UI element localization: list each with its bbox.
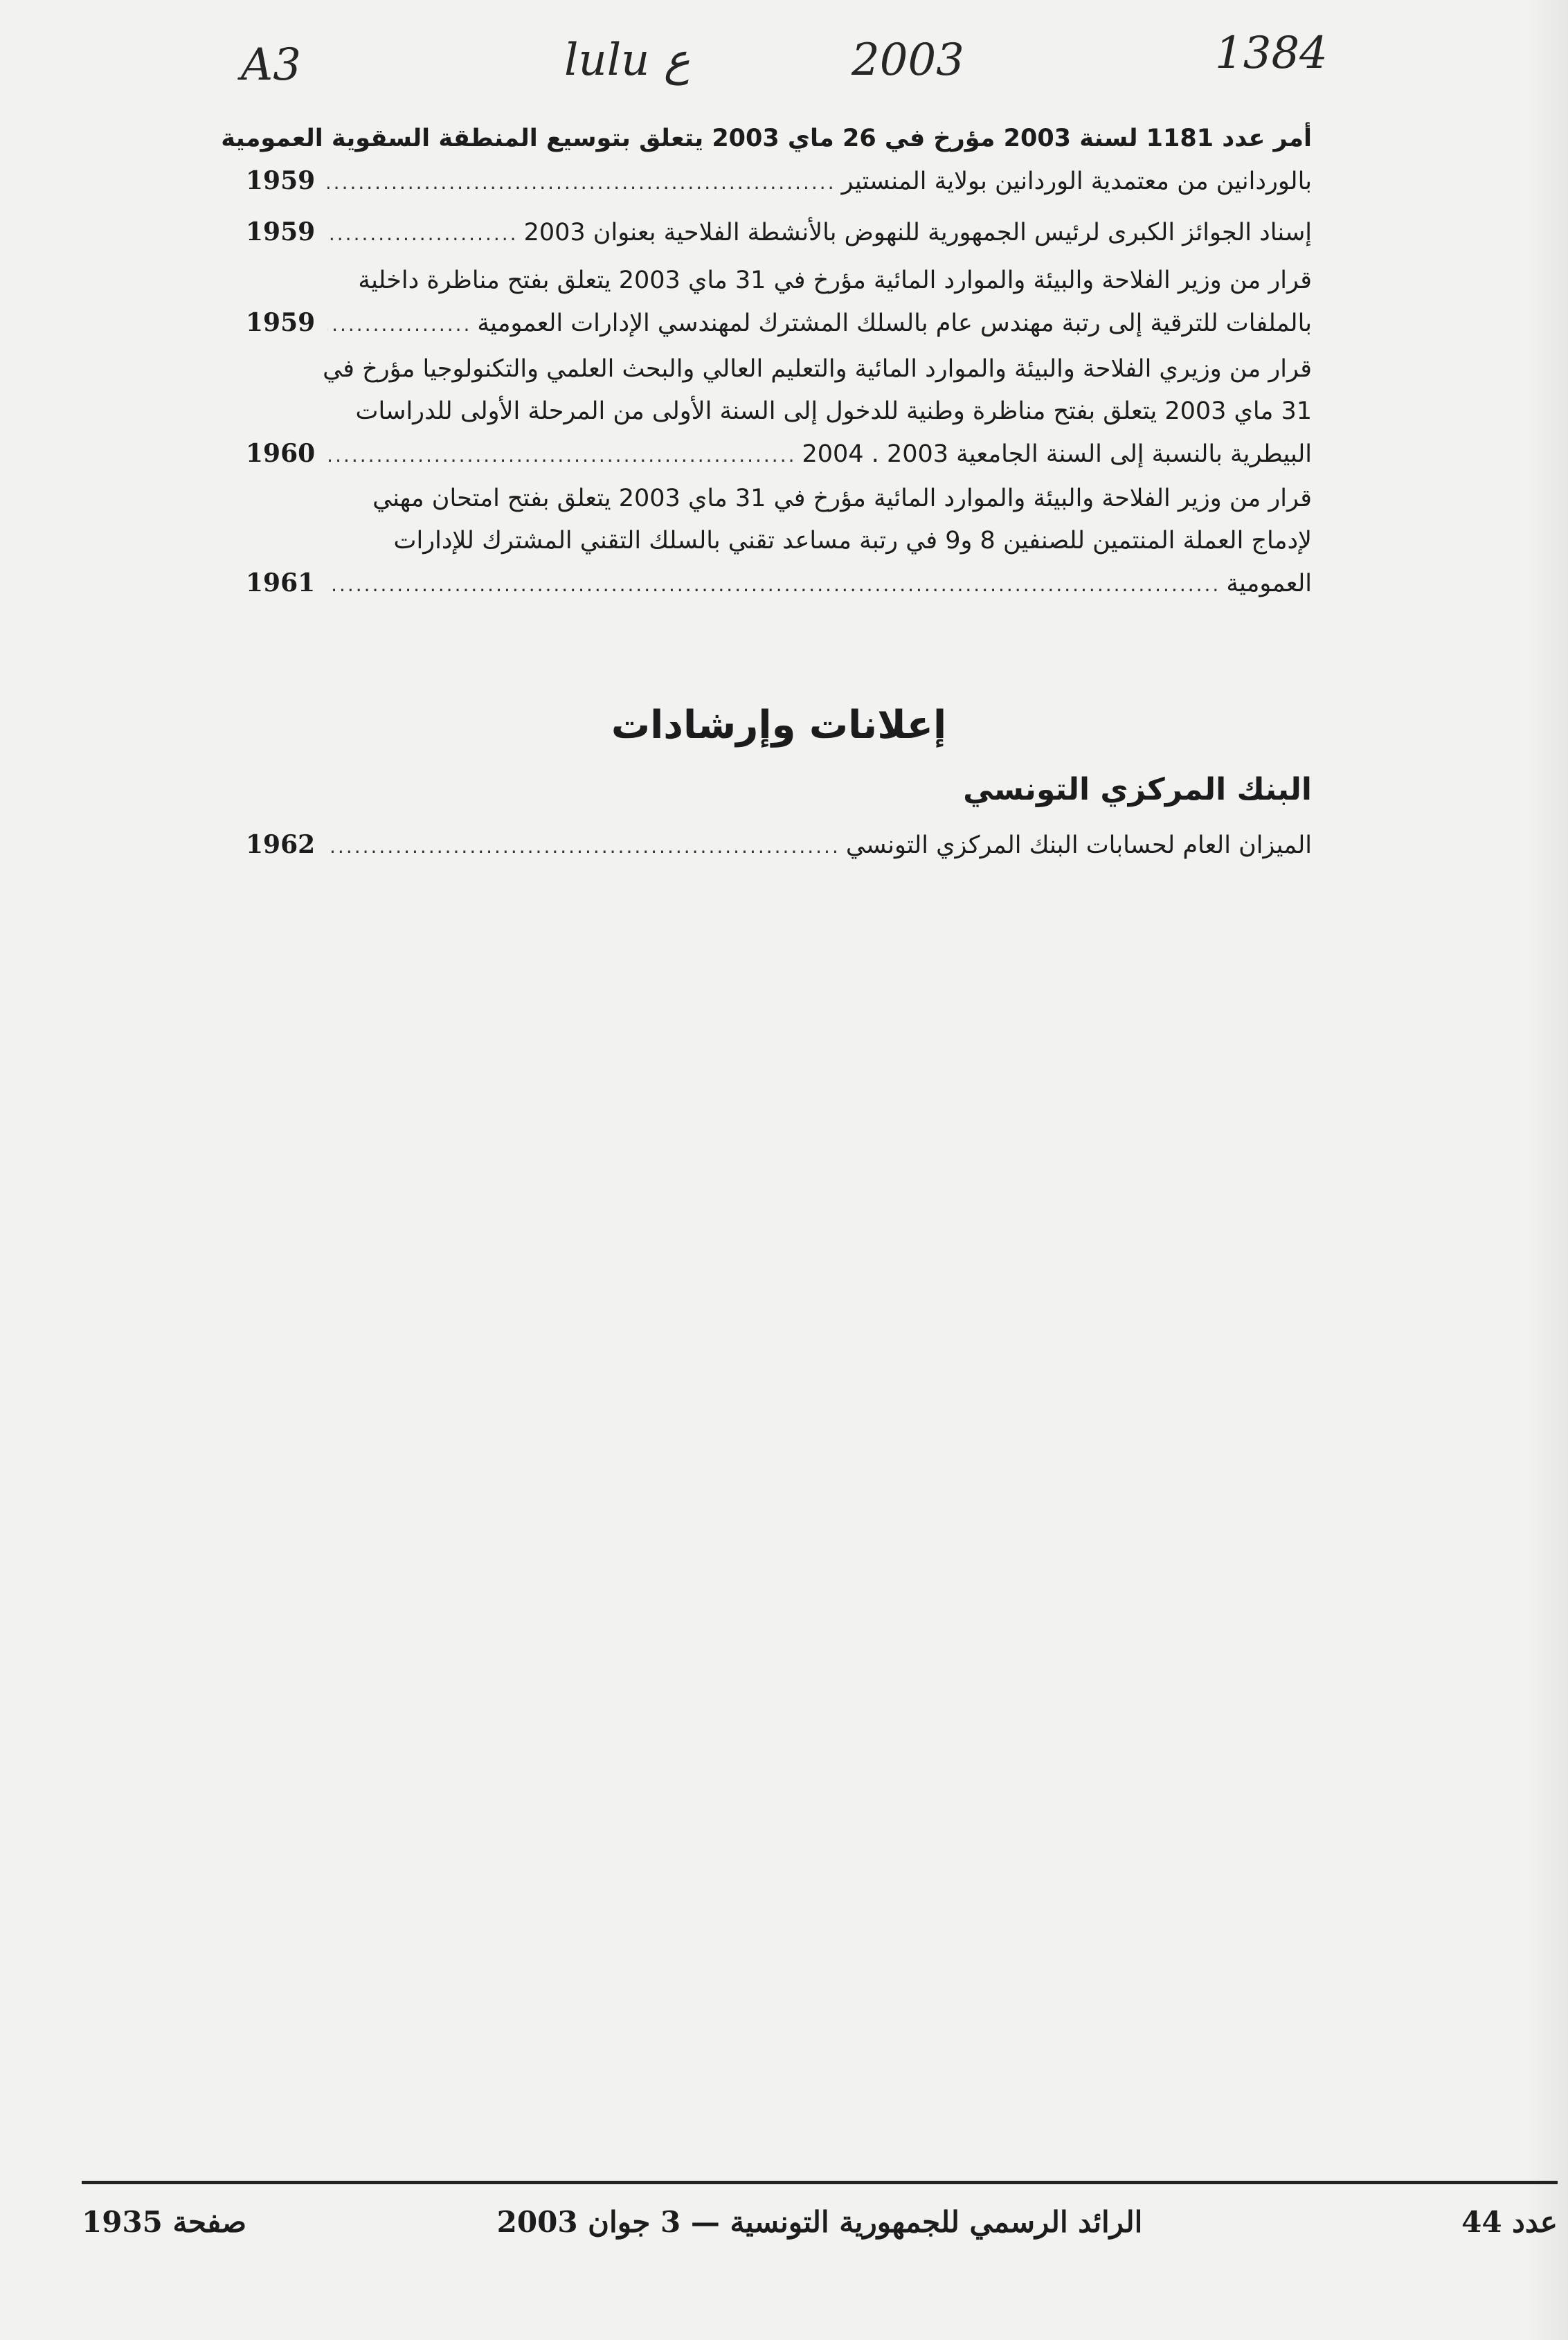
page-number: 1962 (246, 830, 316, 859)
toc-entry-text: قرار من وزيري الفلاحة والبيئة والموارد المائية والتعليم العالي والبحث العلمي والتكنولوجيا مؤرخ في (323, 355, 1312, 383)
footer-journal-title: الرائد الرسمي للجمهورية التونسية — 3 جوان 2003 (496, 2205, 1143, 2239)
page-edge-shadow (1526, 0, 1568, 2340)
leader-dots (327, 434, 797, 476)
toc-entry-text: بالملفات للترقية إلى رتبة مهندس عام بالسلك المشترك لمهندسي الإدارات العمومية (477, 309, 1312, 337)
toc-entry-text: أمر عدد 1181 لسنة 2003 مؤرخ في 26 ماي 2003 يتعلق بتوسيع المنطقة السقوية العمومية (221, 125, 1312, 152)
toc-entry-line (246, 160, 1312, 204)
handwritten-note-right: 1384 (1215, 28, 1328, 79)
page-footer (82, 2205, 1558, 2247)
toc-entry-text: الميزان العام لحسابات البنك المركزي التونسي (845, 831, 1312, 859)
toc-entry-text: 31 ماي 2003 يتعلق بفتح مناظرة وطنية للدخول إلى السنة الأولى من المرحلة الأولى للدراسات (355, 397, 1312, 425)
toc-entry-text: البيطرية بالنسبة إلى السنة الجامعية 2003 . 2004 (802, 440, 1312, 468)
leader-dots (327, 213, 519, 255)
toc-entry-line (246, 520, 1312, 562)
page-number: 1961 (246, 568, 316, 597)
toc-entry[interactable] (246, 260, 1312, 345)
toc-entry-line (246, 562, 1312, 606)
toc-entry[interactable] (221, 118, 1312, 204)
handwritten-note-left: A3 (241, 39, 301, 91)
toc-entry-text: بالوردانين من معتمدية الوردانين بولاية المنستير (841, 168, 1312, 195)
footer-page-number: صفحة 1935 (82, 2205, 247, 2239)
toc-entry-line (246, 260, 1312, 302)
toc-entry-line (246, 824, 1312, 867)
section-title: إعلانات وإرشادات (611, 703, 947, 748)
page-number: 1960 (246, 439, 316, 468)
leader-dots (327, 825, 840, 867)
toc-entry-line (246, 302, 1312, 345)
toc-entry-text: العمومية (1226, 570, 1312, 597)
handwritten-note-center-right: 2003 (851, 35, 964, 86)
page-number: 1959 (246, 217, 316, 246)
leader-dots (327, 564, 1220, 606)
toc-entry-text: قرار من وزير الفلاحة والبيئة والموارد المائية مؤرخ في 31 ماي 2003 يتعلق بفتح امتحان مهني (372, 485, 1312, 512)
toc-entry-line (221, 118, 1312, 160)
section-subheading: البنك المركزي التونسي (963, 772, 1312, 807)
page-number: 1959 (246, 308, 316, 337)
toc-entry[interactable] (246, 824, 1312, 867)
toc-entry-line (246, 478, 1312, 520)
toc-entry[interactable] (246, 211, 1312, 255)
toc-entry-text: إسناد الجوائز الكبرى لرئيس الجمهورية للنهوض بالأنشطة الفلاحية بعنوان 2003 (523, 219, 1312, 246)
toc-entry-line (246, 348, 1312, 390)
page-number: 1959 (246, 166, 316, 195)
leader-dots (327, 303, 471, 345)
toc-entry-line (246, 211, 1312, 255)
toc-entry-text: قرار من وزير الفلاحة والبيئة والموارد المائية مؤرخ في 31 ماي 2003 يتعلق بفتح مناظرة داخلية (358, 267, 1312, 294)
handwritten-note-center-left: lulu ع (564, 35, 690, 86)
toc-entry[interactable] (246, 478, 1312, 606)
leader-dots (327, 161, 836, 204)
toc-entry-line (246, 390, 1312, 433)
toc-entry-text: لإدماج العملة المنتمين للصنفين 8 و9 في رتبة مساعد تقني بالسلك التقني المشترك للإدارات (393, 527, 1312, 555)
toc-entry-line (246, 433, 1312, 476)
footer-rule (82, 2181, 1558, 2184)
toc-entry[interactable] (246, 348, 1312, 476)
footer-issue-number: عدد 44 (1461, 2205, 1558, 2239)
